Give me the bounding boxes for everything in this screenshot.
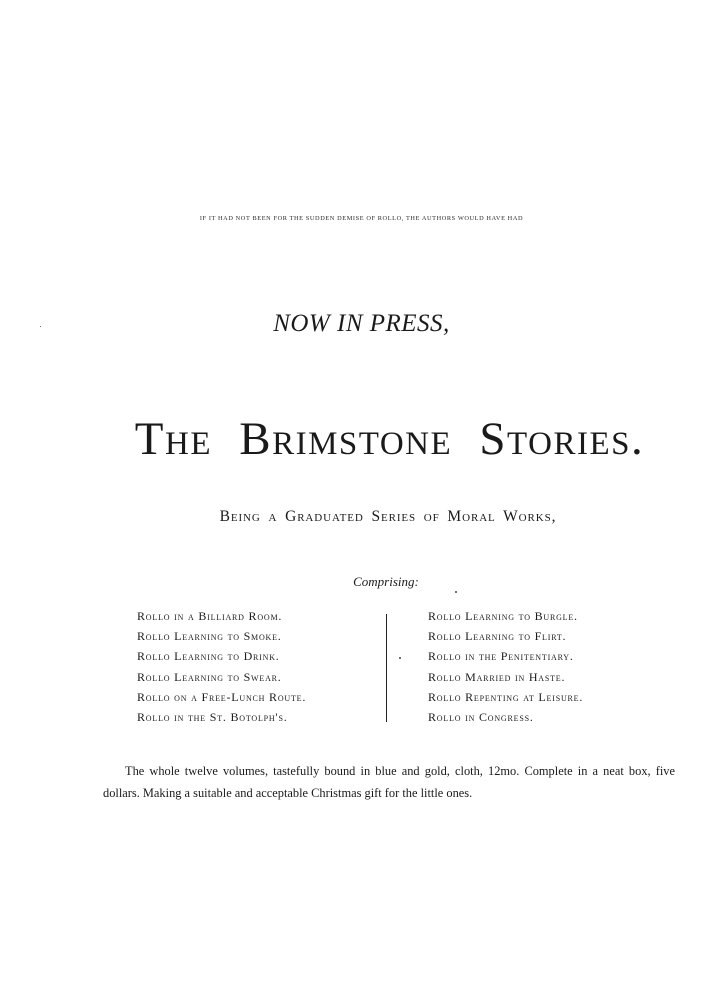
list-item: Rollo Learning to Drink. xyxy=(137,649,280,664)
list-item: Rollo Learning to Flirt. xyxy=(428,629,567,644)
list-item: Rollo in the Penitentiary. xyxy=(428,649,574,664)
list-item: Rollo Married in Haste. xyxy=(428,669,566,684)
titles-list-left xyxy=(137,606,306,727)
ink-speck xyxy=(399,657,401,659)
ink-speck xyxy=(455,591,457,593)
list-item: Rollo on a Free-Lunch Route. xyxy=(137,689,307,704)
list-item: Rollo in the St. Botolph's. xyxy=(137,709,288,724)
list-item: Rollo Repenting at Leisure. xyxy=(428,689,584,704)
ink-speck xyxy=(40,326,41,327)
list-item: Rollo in a Billiard Room. xyxy=(137,609,283,623)
description-paragraph: The whole twelve volumes, tastefully bound in blue and gold, cloth, 12mo. Complete in a neat box, five dollars. Making a suitable and acceptable Christmas gift for the little ones. xyxy=(103,764,675,801)
list-item: Rollo in Congress. xyxy=(428,709,534,724)
list-item: Rollo Learning to Burgle. xyxy=(428,609,578,623)
column-divider xyxy=(386,614,387,722)
series-title: The Brimstone Stories. xyxy=(134,413,645,465)
series-subtitle: Being a Graduated Series of Moral Works, xyxy=(219,508,557,525)
running-head: IF IT HAD NOT BEEN FOR THE SUDDEN DEMISE OF ROLLO, THE AUTHORS WOULD HAVE HAD xyxy=(199,215,524,222)
list-item: Rollo Learning to Swear. xyxy=(137,669,282,684)
comprising-label: Comprising: xyxy=(353,574,419,589)
announcement-heading: NOW IN PRESS, xyxy=(273,310,450,337)
titles-list-right xyxy=(428,606,583,727)
list-item: Rollo Learning to Smoke. xyxy=(137,629,282,644)
